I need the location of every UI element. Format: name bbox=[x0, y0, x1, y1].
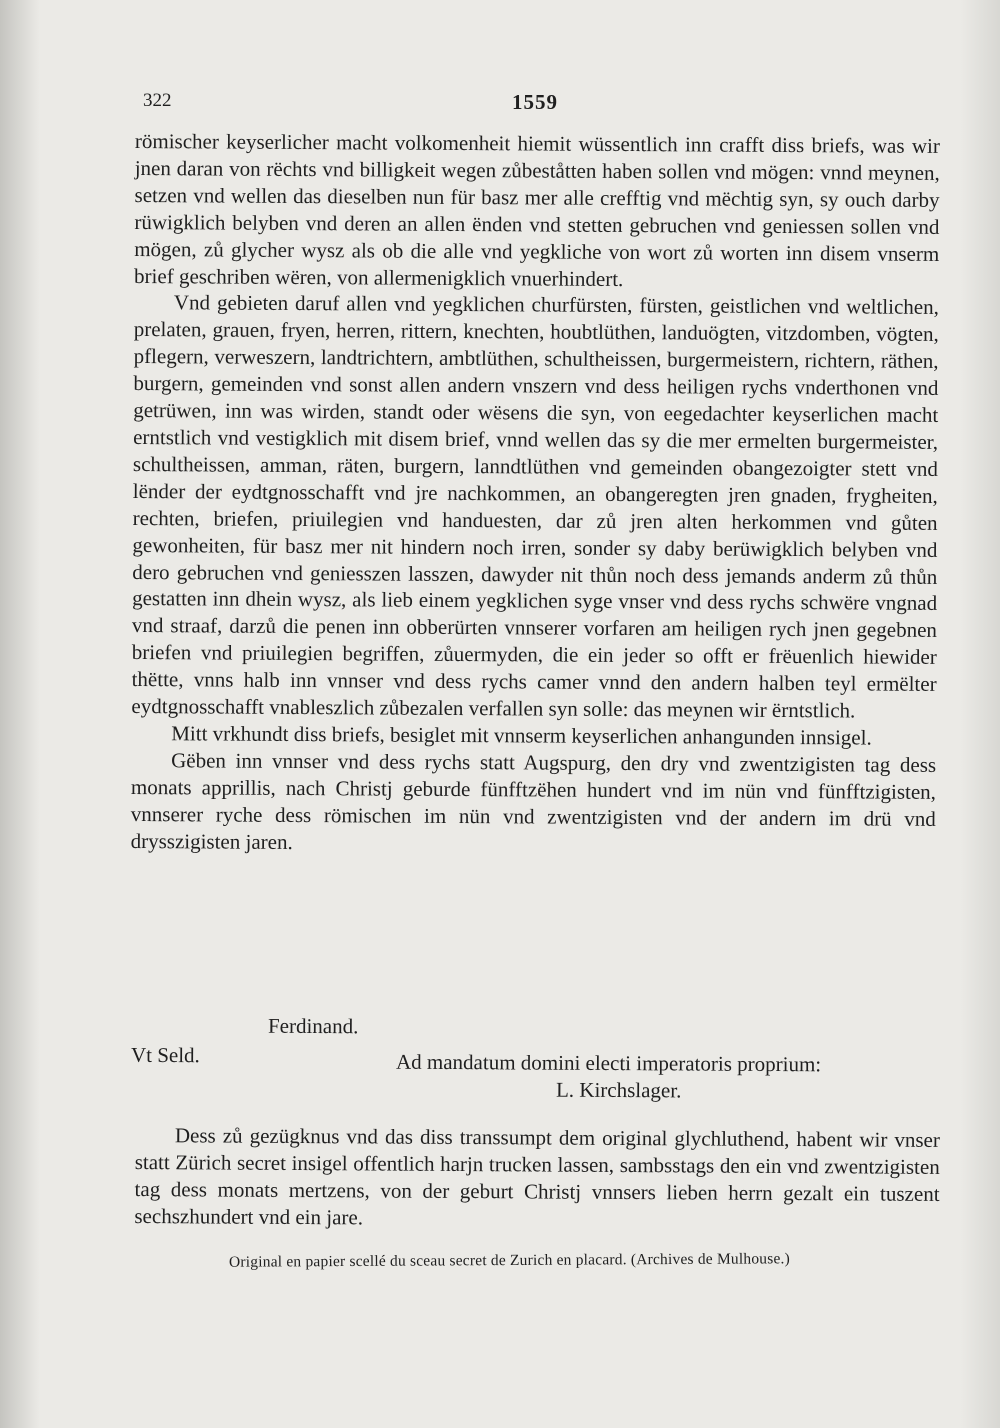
page-edge-shadow-right bbox=[960, 0, 1000, 1428]
page-number: 322 bbox=[143, 90, 172, 111]
closing-paragraph: Dess zů gezügknus vnd das diss transsumpt dem original glychluthend, habent wir vnser statt Zürich secret insigel offentlich harjn trucken lassen, sambsstags den ein vnd zwentzigisten tag dess monats mertzens, von der geburt Christj vnnsers lieben herrn gezalt ein tuszent sechszhundert vnd ein jare. bbox=[134, 1123, 940, 1230]
paragraph-2: Vnd gebieten daruf allen vnd yegklichen churfürsten, fürsten, geistlichen vnd weltlichen, prelaten, grauen, fryen, herren, rittern, knechten, houbtlüthen, landuögten, vitzdomben, vögten, pflegern, verweszern, landtrichtern, ambtlüthen, schultheissen, burgermeistern, richtern, räthen, burgern, gemeinden vnd sonst allen andern vnszern vnd dess heiligen rychs vnderthonen vnd getrüwen, inn was wirden, standt oder wësens die syn, von eegedachter keyserlichen macht erntstlich vnd vestigklich mit disem brief, vnnd wellen das sy die mer ermelten burgermeister, schultheissen, amman, räten, burgern, lanndtlüthen vnd gemeinden obangezoigter stett vnd lënder der eydtgnosschafft vnd jre nachkommen, an obangeregten jren gnaden, frygheiten, rechten, briefen, priuilegien vnd handuesten, dar zů jren alten herkommen vnd gůten gewonheiten, für basz mer nit hindern noch irren, sonder sy daby berüwigklich belyben vnd dero gebruchen vnd geniesszen lasszen, dawyder nit thůn noch dess jemands anderm zů thůn gestatten inn dhein wysz, als lieb einem yegklichen syge vnser vnd dess rychs schwëre vngnad vnd straaf, darzů die penen inn obberürten vnnserer vorfaren am heiligen rych jnen gegebnen briefen vnd priuilegien begriffen, zůuermyden, die ein jeder so offt er frëuenlich hiewider thëtte, vnns halb inn vnnser vnd dess rychs camer vnnd den andern halben teyl ermëlter eydtgnosschafft vnableszlich zůbezalen verfallen syn solle: das meynen wir ërntstlich. bbox=[131, 290, 939, 723]
source-footnote: Original en papier scellé du sceau secret de Zurich en placard. (Archives de Mulhouse.) bbox=[228, 1250, 791, 1271]
page-year-heading: 1559 bbox=[512, 90, 558, 114]
signature-kirchslager: L. Kirchslager. bbox=[555, 1077, 682, 1103]
main-text-block bbox=[131, 128, 940, 859]
signature-ferdinand: Ferdinand. bbox=[267, 1013, 359, 1039]
page-edge-shadow-left bbox=[0, 0, 40, 1428]
mandate-line: Ad mandatum domini electi imperatoris proprium: bbox=[395, 1049, 822, 1077]
signature-seld: Vt Seld. bbox=[130, 1042, 200, 1068]
paragraph-3: Mitt vrkhundt diss briefs, besiglet mit vnnserm keyserlichen anhangunden innsigel. bbox=[171, 721, 872, 750]
closing-text-block bbox=[134, 1122, 940, 1235]
paragraph-1: römischer keyserlicher macht volkomenheit hiemit wüssentlich inn crafft diss briefs, was wir jnen daran von rëchts vnd billigkeit wegen zůbeståtten haben sollen vnd mögen: vnnd meynen, setzen vnd wellen das dieselben nun für basz mer alle crefftig vnd mëchtig syn, sy ouch darby rüwigklich belyben vnd deren an allen ënden vnd stetten gebruchen vnd geniessen sollen vnd mögen, zů glycher wysz als ob die alle vnd yegkliche von wort zů worten inn disem vnserm brief geschriben wëren, von allermenigklich vnuerhindert. bbox=[134, 128, 940, 291]
paragraph-4: Gëben inn vnnser vnd dess rychs statt Augspurg, den dry vnd zwentzigisten tag dess monats apprillis, nach Christj geburde fünfftzëhen hundert vnd im nün vnd fünfftzigisten, vnnserer ryche dess römischen im nün vnd zwentzigisten vnd der andern im drü vnd drysszigisten jaren. bbox=[130, 748, 937, 854]
